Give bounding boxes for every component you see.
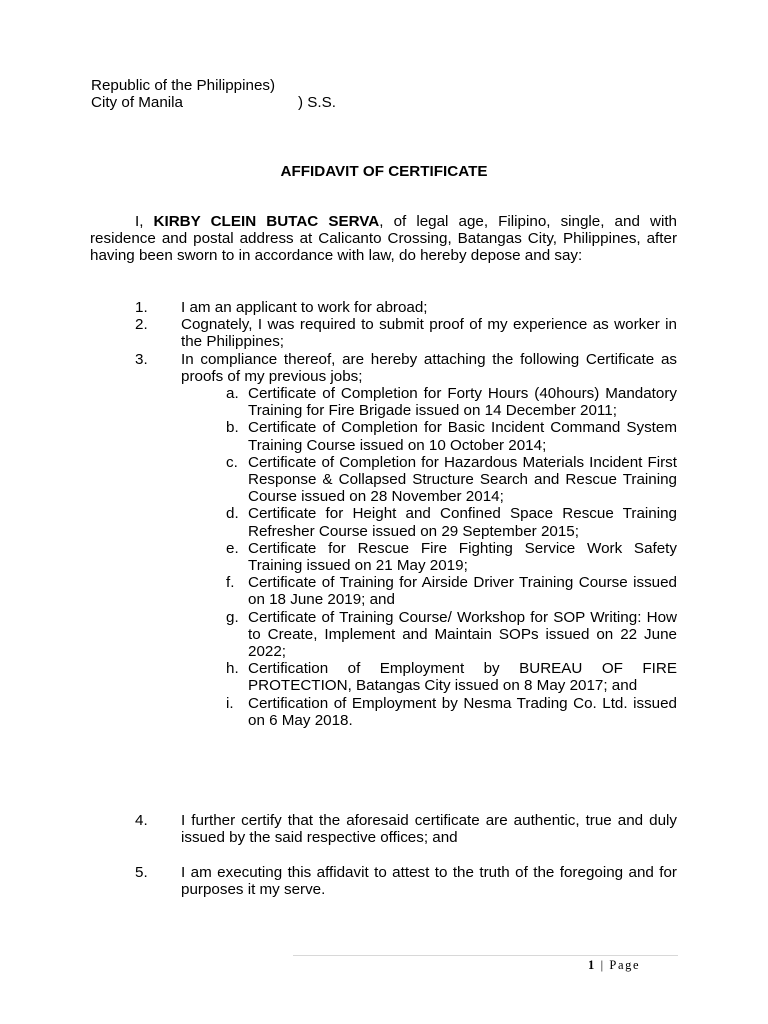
document-title: AFFIDAVIT OF CERTIFICATE [280, 163, 488, 180]
list-item [90, 351, 677, 385]
closing-item-5 [90, 864, 677, 898]
certificate-letter: h. [226, 660, 239, 678]
certificate-letter: e. [226, 539, 239, 557]
list-item [90, 299, 677, 316]
page-number: 1 [588, 958, 596, 972]
item-number: 2. [135, 316, 148, 334]
item-number: 4. [135, 812, 148, 829]
certificate-letter: i. [226, 694, 234, 712]
item-text: Cognately, I was required to submit proof of my experience as worker in the Philippines; [181, 316, 677, 351]
page-footer [588, 957, 640, 974]
certificate-item [90, 385, 677, 419]
certificate-item [90, 660, 677, 694]
item-number: 3. [135, 350, 148, 368]
certificate-text: Certificate of Completion for Basic Incident Command System Training Course issued on 10 October 2014; [248, 419, 677, 454]
item-text: In compliance thereof, are hereby attaching the following Certificate as proofs of my previous jobs; [181, 350, 677, 385]
list-item [90, 316, 677, 350]
certificate-text: Certificate of Training Course/ Workshop for SOP Writing: How to Create, Implement and Maintain SOPs issued on 22 June 2022; [248, 608, 677, 661]
item-text: I am executing this affidavit to attest to the truth of the foregoing and for purposes it my serve. [181, 864, 677, 899]
item-number: 5. [135, 864, 148, 881]
intro-text: , of legal age, Filipino, single, and with residence and postal address at Calicanto Crossing, Batangas City, Philippines, after having been sworn to in accordance with law, do hereby depose and say: [90, 213, 677, 265]
certificate-text: Certificate of Completion for Forty Hours (40hours) Mandatory Training for Fire Brigade issued on 14 December 2011; [248, 385, 677, 420]
venue-ss: ) S.S. [298, 94, 336, 111]
certificate-letter: b. [226, 419, 239, 437]
certificate-item [90, 695, 677, 729]
certificate-item [90, 505, 677, 539]
item-number: 1. [135, 299, 148, 316]
certificate-text: Certificate for Rescue Fire Fighting Service Work Safety Training issued on 21 May 2019; [248, 539, 677, 575]
certificate-item [90, 574, 677, 608]
certificate-letter: c. [226, 453, 238, 471]
affiant-name: KIRBY CLEIN BUTAC SERVA [153, 213, 380, 230]
page-label: Page [609, 958, 641, 972]
intro-prefix: I, [135, 213, 154, 230]
certificate-text: Certificate of Training for Airside Driver Training Course issued on 18 June 2019; and [248, 574, 677, 609]
certificate-letter: g. [226, 608, 239, 626]
certificate-text: Certification of Employment by Nesma Trading Co. Ltd. issued on 6 May 2018. [248, 694, 677, 729]
venue-city-line [91, 94, 391, 111]
list-item [90, 812, 677, 846]
page-separator: | [595, 958, 610, 972]
list-item [90, 864, 677, 898]
venue-city: City of Manila [91, 94, 184, 111]
certificate-text: Certificate for Height and Confined Space Rescue Training Refresher Course issued on 29 September 2015; [248, 505, 677, 540]
certificate-letter: f. [226, 574, 235, 592]
numbered-list [90, 299, 677, 729]
certificate-item [90, 540, 677, 574]
certificate-item [90, 609, 677, 661]
certificate-letter: a. [226, 385, 239, 403]
venue-republic: Republic of the Philippines) [91, 77, 276, 94]
certificate-item [90, 419, 677, 453]
certificate-text: Certification of Employment by BUREAU OF FIRE PROTECTION, Batangas City issued on 8 May 2017; and [248, 660, 677, 695]
item-text: I am an applicant to work for abroad; [181, 299, 428, 316]
footer-rule [293, 955, 678, 956]
certificate-text: Certificate of Completion for Hazardous Materials Incident First Response & Collapsed Structure Search and Rescue Training Course issued on 28 November 2014; [248, 453, 677, 506]
certificate-item [90, 454, 677, 506]
closing-item-4 [90, 812, 677, 846]
certificate-letter: d. [226, 505, 239, 523]
venue-block [91, 77, 391, 111]
intro-paragraph [90, 213, 677, 265]
item-text: I further certify that the aforesaid certificate are authentic, true and duly issued by the said respective offices; and [181, 812, 677, 847]
